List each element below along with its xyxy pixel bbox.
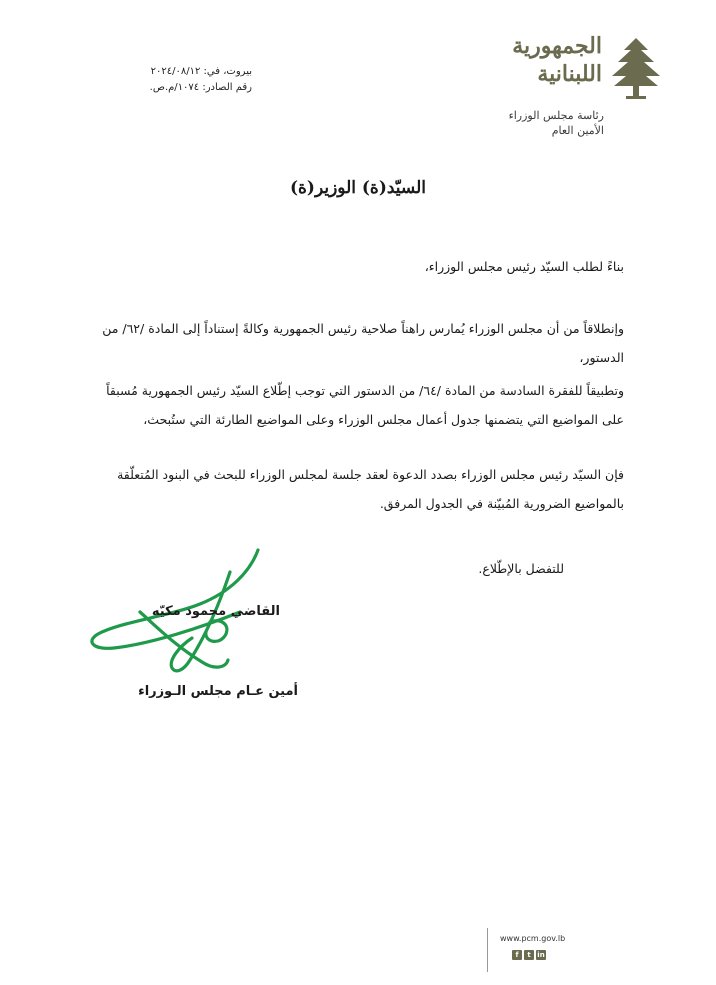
footer-divider — [487, 928, 488, 972]
document-meta — [102, 64, 252, 96]
signer-name: القاضي محمود مكيّه — [151, 604, 280, 619]
linkedin-icon[interactable]: in — [537, 951, 545, 959]
cedar-tree-icon — [608, 36, 664, 102]
paragraph-1: بناءً لطلب السيّد رئيس مجلس الوزراء، — [424, 259, 624, 274]
facebook-icon[interactable]: f — [512, 950, 522, 960]
website-link[interactable]: www.pcm.gov.lb — [500, 934, 566, 943]
social-icons — [512, 950, 546, 960]
republic-title: الجمهورية اللبنانية — [512, 33, 602, 87]
document-date: بيروت، في: ٢٠٢٤/٠٨/١٢ — [150, 66, 252, 77]
office-name — [494, 108, 604, 138]
department-line: الأمين العام — [551, 124, 604, 137]
letterhead — [494, 28, 664, 158]
office-line: رئاسة مجلس الوزراء — [508, 109, 604, 122]
paragraph-3: وتطبيقاً للفقرة السادسة من المادة /٦٤/ من الدستور التي توجب إطّلاع السيّد رئيس الجمهورية مُسبقاً على المواضيع التي يتضمنها جدول أعمال مجلس الوزراء وعلى المواضيع الطارئة التي ستُبحث، — [106, 383, 624, 427]
closing-line: للتفضل بالإطّلاع. — [478, 561, 564, 576]
document-reference: رقم الصادر: ١٠٧٤/م.ص. — [149, 82, 252, 93]
signer-title: أمين عـام مجلس الـوزراء — [138, 684, 298, 699]
paragraph-4: فإن السيّد رئيس مجلس الوزراء بصدد الدعوة لعقد جلسة لمجلس الوزراء للبحث في البنود المُتعلّقة بالمواضيع الضرورية المُبيّنة في الجدول المرفق. — [117, 467, 624, 511]
twitter-icon[interactable]: t — [524, 950, 534, 960]
addressee: السيّد(ة) الوزير(ة) — [289, 178, 427, 198]
paragraph-2: وإنطلاقاً من أن مجلس الوزراء يُمارس راهناً صلاحية رئيس الجمهورية وكالةً إستناداً إلى المادة /٦٢/ من الدستور، — [102, 321, 624, 365]
